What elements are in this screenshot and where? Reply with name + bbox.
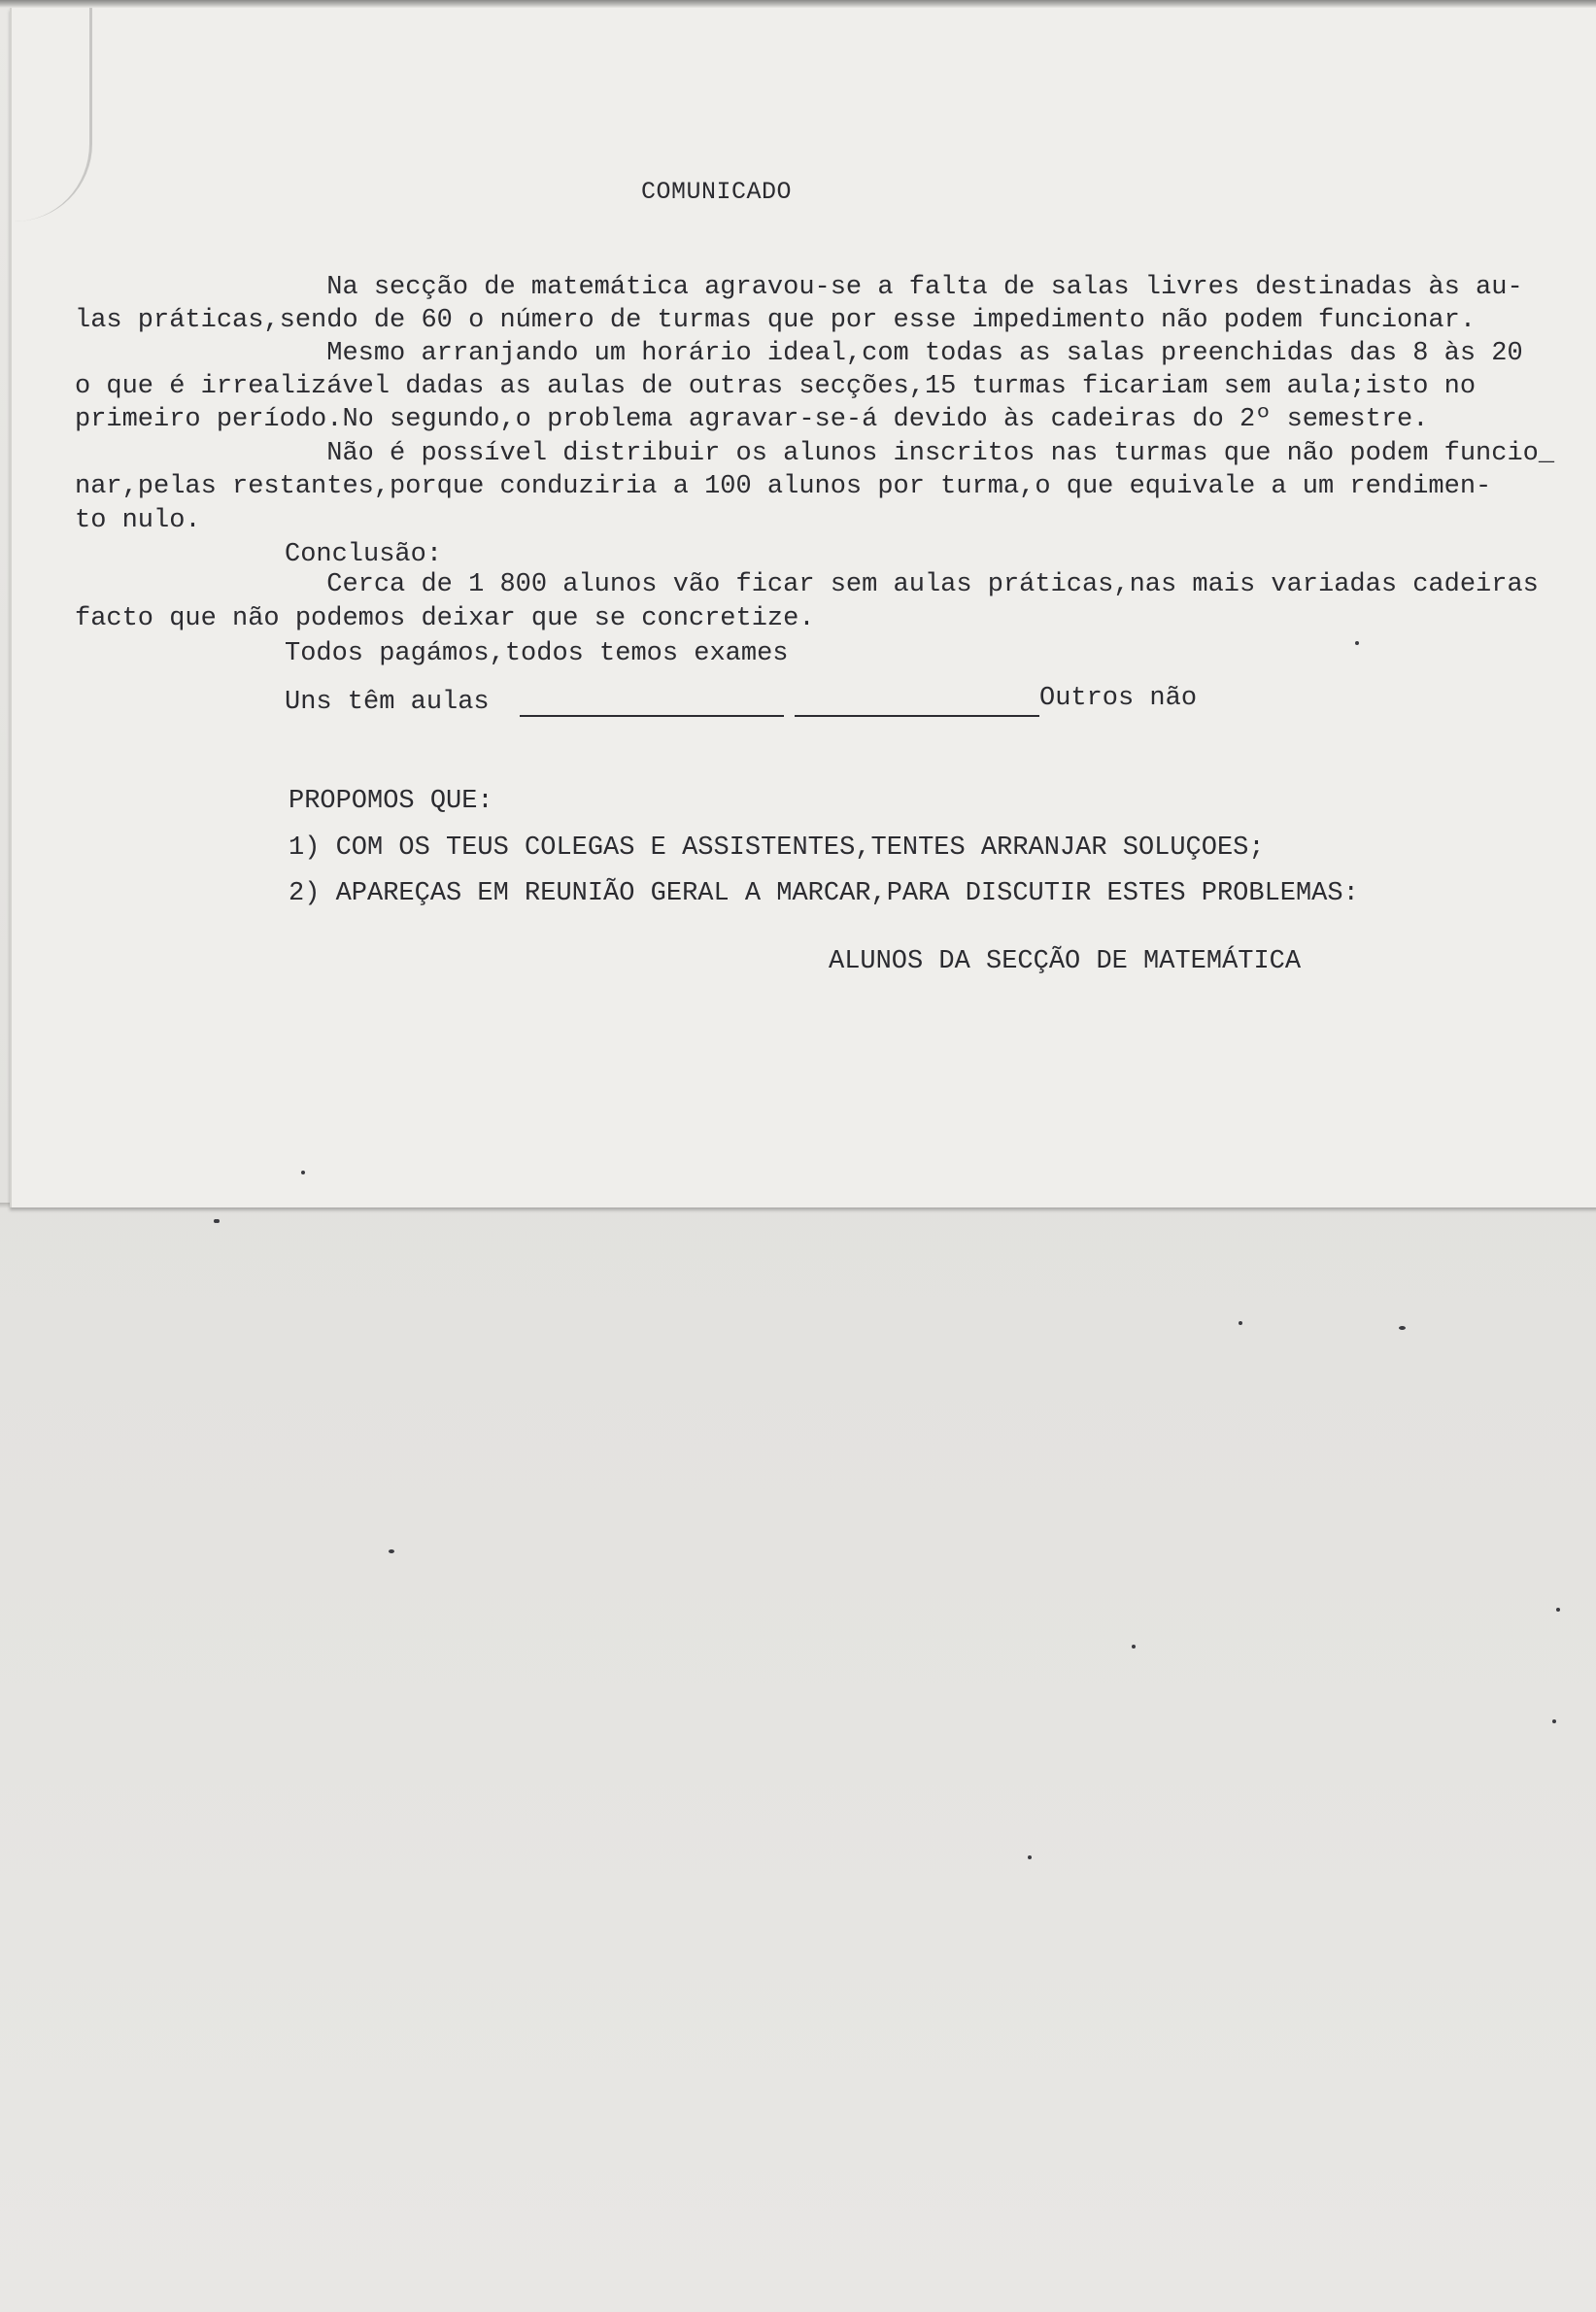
body-line: primeiro período.No segundo,o problema agravar-se-á devido às cadeiras do 2º semestre. xyxy=(75,405,1429,434)
body-line: o que é irrealizável dadas as aulas de outras secções,15 turmas ficariam sem aula;isto no xyxy=(75,372,1477,401)
conclusion-heading: Conclusão: xyxy=(285,540,443,569)
conclusion-line: facto que não podemos deixar que se concretize. xyxy=(75,604,815,633)
typed-dash-line xyxy=(795,715,1039,717)
body-line: las práticas,sendo de 60 o número de turmas que por esse impedimento não podem funcionar. xyxy=(75,306,1477,335)
proposal-item: 1) COM OS TEUS COLEGAS E ASSISTENTES,TENTES ARRANJAR SOLUÇOES; xyxy=(289,833,1265,863)
proposal-item: 2) APAREÇAS EM REUNIÃO GERAL A MARCAR,PARA DISCUTIR ESTES PROBLEMAS: xyxy=(289,879,1359,908)
slogan-right: Outros não xyxy=(1039,684,1198,713)
body-line: Na secção de matemática agravou-se a falta de salas livres destinadas às au- xyxy=(75,273,1523,302)
body-line: Não é possível distribuir os alunos inscritos nas turmas que não podem funcio_ xyxy=(75,439,1555,468)
top-edge-shadow xyxy=(0,0,1596,8)
signature: ALUNOS DA SECÇÃO DE MATEMÁTICA xyxy=(829,947,1302,976)
page-curl-mark xyxy=(12,8,92,221)
document-title: COMUNICADO xyxy=(641,178,793,206)
typed-dash-line xyxy=(520,715,784,717)
proposal-heading: PROPOMOS QUE: xyxy=(289,787,493,816)
body-line: nar,pelas restantes,porque conduziria a 100 alunos por turma,o que equivale a um rendimen- xyxy=(75,472,1492,501)
slogan-left: Uns têm aulas xyxy=(285,688,490,717)
body-line: Mesmo arranjando um horário ideal,com todas as salas preenchidas das 8 às 20 xyxy=(75,339,1523,368)
slogan-line: Todos pagámos,todos temos exames xyxy=(285,639,789,668)
body-line: to nulo. xyxy=(75,506,201,535)
conclusion-line: Cerca de 1 800 alunos vão ficar sem aulas práticas,nas mais variadas cadeiras xyxy=(75,570,1539,599)
